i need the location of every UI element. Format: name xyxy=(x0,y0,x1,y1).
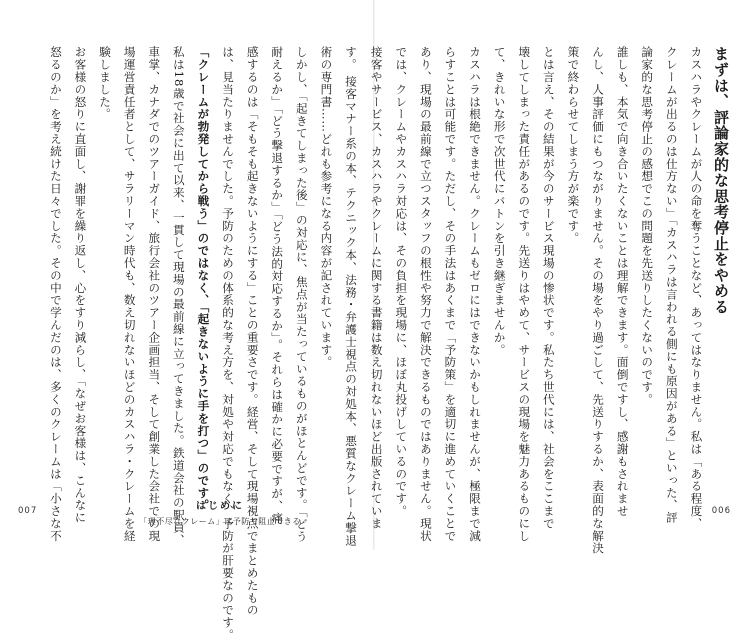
body-line: 接客やサービス、カスハラやクレームに関する書籍は数え切れないほど出版されていま xyxy=(369,46,384,530)
body-line: 誰しも、本気で向き合いたくないことは理解できます。面倒ですし、感謝もされませ xyxy=(615,46,630,518)
body-line: 耐えるか」「どう撃退するか」「どう法的対応するか」。それらは確かに必要ですが、痛 xyxy=(270,46,285,525)
body-line: 感するのは「そもそも起きないようにする」ことの重要さです。経営、そして現場視点でまとめたもの xyxy=(245,46,260,617)
page-number-left: 007 xyxy=(18,506,38,516)
body-line: クレームが出るのは仕方ない」「カスハラは言われる側にも原因がある」といった、評 xyxy=(664,46,679,524)
body-line: 策で終わらせてしまう方が楽です。 xyxy=(566,46,581,245)
body-line: あり、現場の最前線で立つスタッフの根性や努力で解決できるものではありません。現状 xyxy=(418,46,433,542)
body-line: しかし、「起きてしまった後」の対応に、焦点が当たっているものがほとんどです。「どう xyxy=(294,46,309,543)
body-line: て、きれいな形で次世代にバトンを引き継ぎませんか。 xyxy=(492,46,507,356)
running-title: はじめに xyxy=(196,501,244,512)
running-head xyxy=(120,497,320,527)
body-line: 術の専門書……どれも参考になる内容が記されています。 xyxy=(319,46,334,369)
body-line: 論家的な思考停止の感想でこの問題を先送りしたくないのです。 xyxy=(640,46,655,406)
body-line: 怒るのか」を考え続けた日々でした。その中で学んだのは、多くのクレームは「小さな不 xyxy=(48,46,63,542)
body-line: は、見当たりませんでした。予防のための体系的な考え方を、対処や対応でもなく、予防が肝要なのです。 xyxy=(221,46,236,641)
body-line: 場運営責任者として、サラリーマン時代も、数え切れないほどのカスハラ・クレームを経 xyxy=(122,46,137,542)
page-number-right: 006 xyxy=(711,506,731,516)
left-page xyxy=(0,0,373,641)
body-line: カスハラは根絶できません。クレームもゼロにはできないかもしれませんが、極限まで減 xyxy=(468,46,483,542)
body-line: とは言え、その結果が今のサービス現場の惨状です。私たち世代には、社会をここまで xyxy=(541,46,556,530)
right-page xyxy=(369,0,749,555)
running-subtitle: 「理不尽なクレーム」は予防で阻止できる xyxy=(139,517,301,526)
body-line: す。 接客マナー系の本、テクニック本、法務・弁護士視点の対処本、悪質なクレーム撃退 xyxy=(344,46,358,547)
body-line: んし、人事評価にもつながりません。その場をやり過ごして、先送りするか、表面的な解決 xyxy=(591,46,606,555)
body-line: 験しました。 xyxy=(98,46,113,121)
body-line: お客様の怒りに直面し、謝罪を繰り返し、心をすり減らし、「なぜお客様は、こんなに xyxy=(73,46,88,524)
body-line: 車掌、カナダでのツアーガイド、旅行会社のツアー企画担当、そして創業した会社での現 xyxy=(147,46,162,542)
body-line: では、クレームやカスハラ対応は、その負担を現場に、ほぼ丸投げしているのです。 xyxy=(394,46,409,518)
body-line: カスハラやクレームが人の命を奪うことなど、あってはなりません。私は「ある程度、 xyxy=(689,46,704,530)
body-line: らすことは可能です。ただし、その手法はあくまで「予防策」を適切に進めていくことで xyxy=(443,46,458,542)
body-line: 壊してしまった責任があるのです。先送りはやめて、サービスの現場を魅力あるものにし xyxy=(517,46,532,542)
body-line: 私は18歳で社会に出て以来、一貫して現場の最前線に立ってきました。鉄道会社の駅員、 xyxy=(171,46,186,546)
section-heading: まずは、評論家的な思考停止をやめる xyxy=(712,46,730,315)
emphasis-line: 「クレームが勃発してから戦う」のではなく、「起きないように手を打つ」のです。 xyxy=(196,46,211,512)
